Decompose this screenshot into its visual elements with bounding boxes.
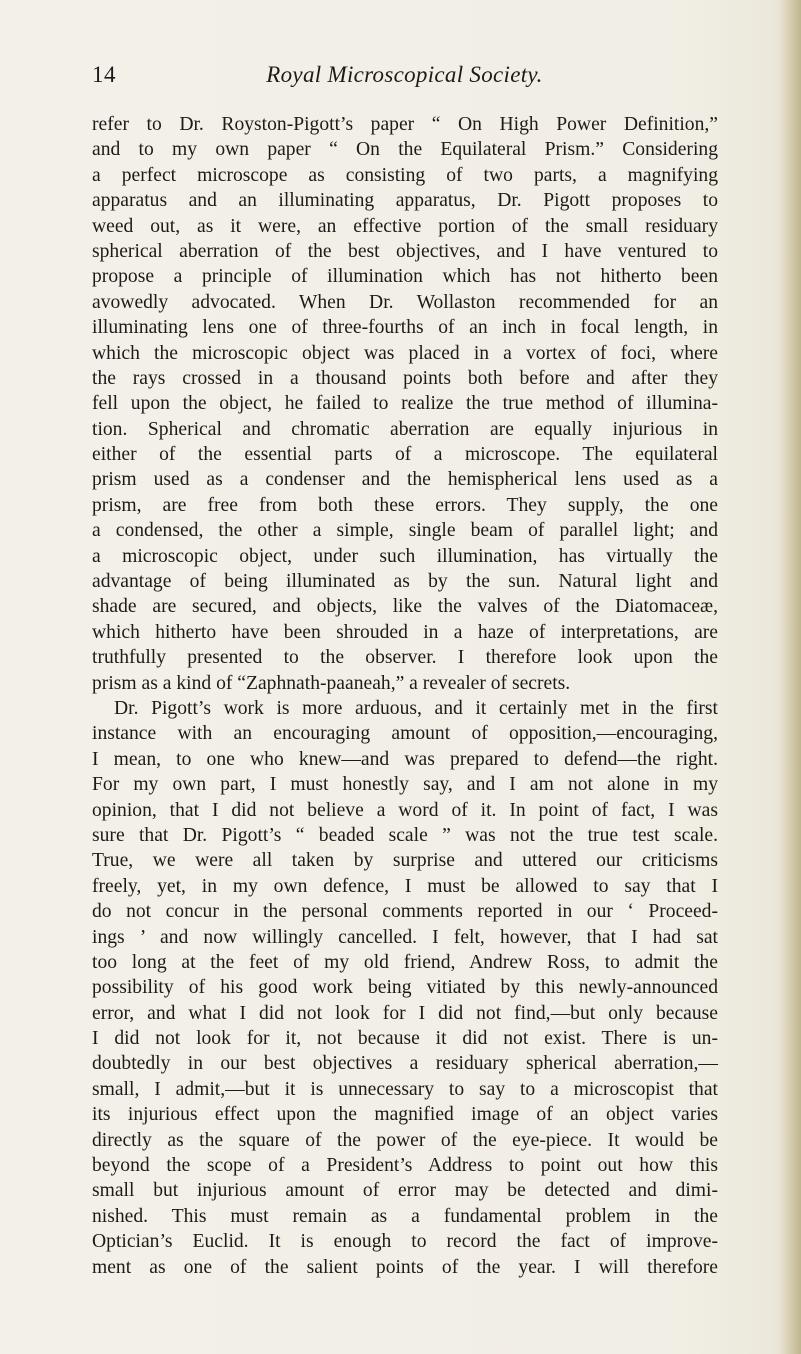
text-line: illuminating lens one of three-fourths of an inch in focal length, in <box>92 317 718 339</box>
text-line: a microscopic object, under such illumination, has virtually the <box>92 545 718 567</box>
text-line: weed out, as it were, an effective portion of the small residuary <box>92 215 718 237</box>
text-line: prism, are free from both these errors. They supply, the one <box>92 494 718 516</box>
text-line: do not concur in the personal comments reported in our ‘ Proceed- <box>92 901 718 923</box>
text-line: For my own part, I must honestly say, and I am not alone in my <box>92 774 718 796</box>
text-line: which the microscopic object was placed in a vortex of foci, where <box>92 342 718 364</box>
text-line: a perfect microscope as consisting of two parts, a magnifying <box>92 164 718 186</box>
text-line: error, and what I did not look for I did not find,—but only because <box>92 1002 718 1024</box>
text-line: small, I admit,—but it is unnecessary to say to a microscopist that <box>92 1078 718 1100</box>
text-line: beyond the scope of a President’s Address to point out how this <box>92 1155 718 1177</box>
page-number: 14 <box>92 62 116 87</box>
text-line: too long at the feet of my old friend, Andrew Ross, to admit the <box>92 951 718 973</box>
text-line: Optician’s Euclid. It is enough to record the fact of improve- <box>92 1231 718 1253</box>
running-title: Royal Microscopical Society. <box>266 62 543 87</box>
text-line: opinion, that I did not believe a word of it. In point of fact, I was <box>92 799 718 821</box>
text-line: and to my own paper “ On the Equilateral Prism.” Considering <box>92 139 718 161</box>
text-line: propose a principle of illumination which has not hitherto been <box>92 266 718 288</box>
text-line: its injurious effect upon the magnified image of an object varies <box>92 1104 718 1126</box>
text-line: doubtedly in our best objectives a residuary spherical aberration,— <box>92 1053 718 1075</box>
text-line: I mean, to one who knew—and was prepared to defend—the right. <box>92 748 718 770</box>
text-line: advantage of being illuminated as by the sun. Natural light and <box>92 571 718 593</box>
text-line: tion. Spherical and chromatic aberration are equally injurious in <box>92 418 718 440</box>
text-line: spherical aberration of the best objectives, and I have ventured to <box>92 240 718 262</box>
text-line: truthfully presented to the observer. I therefore look upon the <box>92 647 718 669</box>
text-line: either of the essential parts of a microscope. The equilateral <box>92 444 718 466</box>
text-line: small but injurious amount of error may be detected and dimi- <box>92 1180 718 1202</box>
text-line: prism as a kind of “Zaphnath-paaneah,” a revealer of secrets. <box>92 672 571 694</box>
page-edge-shading <box>779 0 801 1354</box>
text-line: directly as the square of the power of the eye-piece. It would be <box>92 1129 718 1151</box>
text-line: True, we were all taken by surprise and uttered our criticisms <box>92 850 718 872</box>
text-line: nished. This must remain as a fundamental problem in the <box>92 1205 718 1227</box>
text-line: the rays crossed in a thousand points both before and after they <box>92 367 718 389</box>
text-line: refer to Dr. Royston-Pigott’s paper “ On High Power Definition,” <box>92 114 718 135</box>
text-line: Dr. Pigott’s work is more arduous, and it certainly met in the first <box>114 697 718 719</box>
text-line: a condensed, the other a simple, single beam of parallel light; and <box>92 520 718 542</box>
text-line: ings ’ and now willingly cancelled. I felt, however, that I had sat <box>92 926 718 948</box>
text-line: shade are secured, and objects, like the valves of the Diatomaceæ, <box>92 596 718 618</box>
text-line: freely, yet, in my own defence, I must be allowed to say that I <box>92 875 718 897</box>
text-line: apparatus and an illuminating apparatus, Dr. Pigott proposes to <box>92 190 718 212</box>
body-text <box>92 112 718 1280</box>
text-line: I did not look for it, not because it did not exist. There is un- <box>92 1028 718 1050</box>
text-line: fell upon the object, he failed to realize the true method of illumina- <box>92 393 718 415</box>
text-line: which hitherto have been shrouded in a haze of interpretations, are <box>92 621 718 643</box>
page-header <box>92 62 717 92</box>
text-line: sure that Dr. Pigott’s “ beaded scale ” was not the true test scale. <box>92 824 718 846</box>
text-line: avowedly advocated. When Dr. Wollaston recommended for an <box>92 291 718 313</box>
text-line: instance with an encouraging amount of opposition,—encouraging, <box>92 723 718 745</box>
text-line: possibility of his good work being vitiated by this newly-announced <box>92 977 718 999</box>
text-line: ment as one of the salient points of the year. I will therefore <box>92 1256 718 1278</box>
text-line: prism used as a condenser and the hemispherical lens used as a <box>92 469 718 491</box>
